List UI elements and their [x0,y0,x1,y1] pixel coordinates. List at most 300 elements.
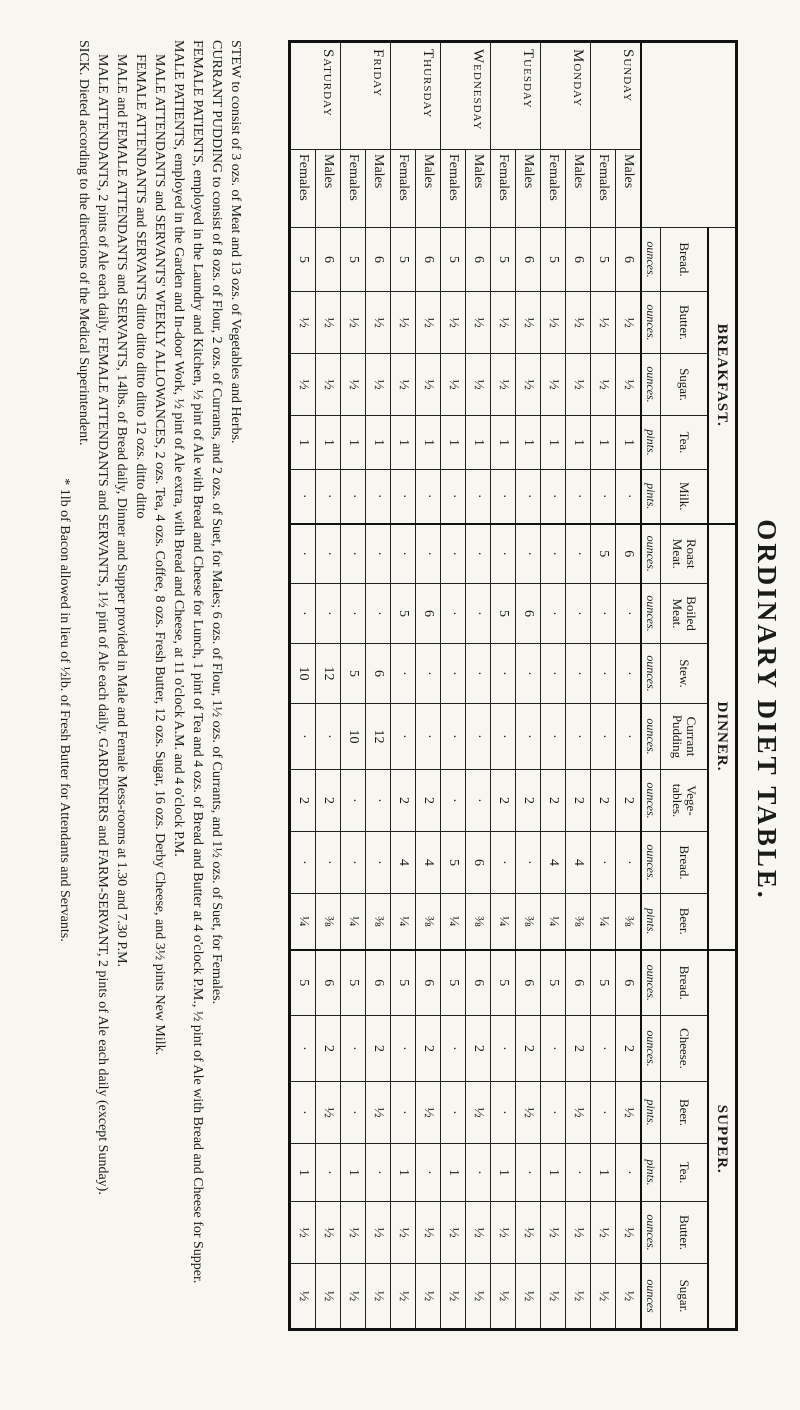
cell-value: ½ [366,292,391,354]
cell-value: · [541,584,566,644]
cell-value: 2 [516,1016,541,1082]
column-unit: pints. [641,894,661,950]
column-header: Bread. [661,832,709,894]
cell-value: · [416,644,441,704]
cell-value: 2 [566,770,591,832]
cell-value: · [516,524,541,584]
column-unit: ounces. [641,770,661,832]
table-row [616,42,642,1330]
cell-value: ½ [516,292,541,354]
page-title: ORDINARY DIET TABLE. [752,519,782,901]
cell-value: 1 [416,416,441,470]
sex-label: Females [391,150,416,228]
cell-value: · [341,1082,366,1144]
cell-value: ⅜ [616,894,642,950]
column-unit: ounces. [641,524,661,584]
cell-value: · [391,470,416,524]
cell-value: 4 [566,832,591,894]
note-line: MALE and FEMALE ATTENDANTS and SERVANTS, 14lbs. of Bread daily, Dinner and Supper provided in Male and Female Mess-rooms at 1.30 and 7.30 P.M. [114,54,129,968]
sex-label: Males [316,150,341,228]
table-row [441,42,466,1330]
note-line: * 1lb of Bacon allowed in lieu of ½lb. of Fresh Butter for Attendants and Servants. [57,478,72,942]
cell-value: ½ [491,292,516,354]
column-header: Bread. [661,950,709,1016]
group-breakfast: BREAKFAST. [708,228,737,524]
cell-value: · [441,1082,466,1144]
cell-value: ½ [391,292,416,354]
column-unit: pints. [641,416,661,470]
cell-value: 5 [391,584,416,644]
cell-value: ½ [541,292,566,354]
cell-value: 4 [541,832,566,894]
cell-value: 4 [391,832,416,894]
cell-value: · [541,1082,566,1144]
cell-value: ½ [466,354,491,416]
table-row [391,42,416,1330]
day-label: Thursday [416,42,441,150]
column-unit: pints. [641,1082,661,1144]
cell-value: · [416,1144,441,1202]
table-row [290,42,316,1330]
column-header: Currant Pudding [661,704,709,770]
cell-value: 5 [491,950,516,1016]
cell-value: · [391,704,416,770]
cell-value: 2 [466,1016,491,1082]
table-row [491,42,516,1330]
column-unit: ounces. [641,228,661,292]
cell-value: ½ [616,292,642,354]
cell-value: 6 [616,228,642,292]
cell-value: · [341,1016,366,1082]
table-row [516,42,541,1330]
cell-value: · [366,524,391,584]
cell-value: · [290,704,316,770]
cell-value: 5 [591,228,616,292]
cell-value: 6 [316,228,341,292]
cell-value: ½ [341,292,366,354]
notes [55,40,245,1380]
cell-value: 6 [466,832,491,894]
cell-value: · [466,644,491,704]
cell-value: · [616,644,642,704]
cell-value: · [441,524,466,584]
cell-value: · [441,770,466,832]
cell-value: · [466,584,491,644]
cell-value: · [366,770,391,832]
cell-value: ½ [591,354,616,416]
cell-value: ½ [541,354,566,416]
cell-value: 1 [441,416,466,470]
cell-value: · [416,470,441,524]
cell-value: 6 [516,950,541,1016]
cell-value: 5 [290,228,316,292]
cell-value: · [466,770,491,832]
cell-value: 12 [366,704,391,770]
cell-value: 5 [541,950,566,1016]
cell-value: 6 [316,950,341,1016]
sex-label: Females [541,150,566,228]
cell-value: ½ [541,1202,566,1264]
column-header: Beer. [661,1082,709,1144]
cell-value: · [566,1144,591,1202]
cell-value: · [566,584,591,644]
column-header: Cheese. [661,1016,709,1082]
note-line: CURRANT PUDDING to consist of 8 ozs. of Flour, 2 ozs. of Currants, and 2 ozs. of Suet, for Males; 6 ozs. of Flour, 1½ ozs. of Currants, and 1½ ozs. of Suet, for Females. [209,40,224,1005]
cell-value: · [591,832,616,894]
cell-value: ½ [341,1202,366,1264]
cell-value: 5 [591,950,616,1016]
corner-cell [641,42,737,228]
sex-label: Males [466,150,491,228]
note-line: FEMALE PATIENTS, employed in the Laundry and Kitchen, ½ pint of Ale with Bread and Cheese for Lunch, 1 pint of Tea and 4 ozs. of Bread and Butter at 4 o'clock P.M., ½ pint of Ale with Bread and Cheese for Supper. [190,40,205,1284]
table-row [341,42,366,1330]
sex-label: Males [616,150,642,228]
column-unit: ounces. [641,584,661,644]
cell-value: ½ [316,354,341,416]
cell-value: ½ [290,1202,316,1264]
cell-value: · [516,832,541,894]
cell-value: 6 [566,950,591,1016]
cell-value: · [541,1016,566,1082]
cell-value: · [616,470,642,524]
column-header: Vege-tables. [661,770,709,832]
column-header: Milk. [661,470,709,524]
cell-value: · [391,1082,416,1144]
cell-value: 2 [491,770,516,832]
column-unit: ounces. [641,292,661,354]
cell-value: 12 [316,644,341,704]
cell-value: ⅜ [466,894,491,950]
cell-value: · [516,1144,541,1202]
cell-value: · [366,470,391,524]
cell-value: · [591,584,616,644]
cell-value: 5 [491,228,516,292]
cell-value: · [541,704,566,770]
cell-value: ½ [516,1082,541,1144]
column-header: Tea. [661,1144,709,1202]
cell-value: ½ [466,1264,491,1330]
cell-value: ½ [391,1202,416,1264]
cell-value: · [290,1016,316,1082]
cell-value: · [290,470,316,524]
cell-value: · [290,832,316,894]
cell-value: 10 [290,644,316,704]
day-label: Friday [366,42,391,150]
cell-value: · [541,470,566,524]
cell-value: · [366,584,391,644]
cell-value: 2 [591,770,616,832]
cell-value: 1 [341,416,366,470]
cell-value: 2 [316,1016,341,1082]
cell-value: 5 [541,228,566,292]
cell-value: · [491,470,516,524]
column-header: Butter. [661,292,709,354]
cell-value: ½ [591,1202,616,1264]
cell-value: ½ [516,1202,541,1264]
diet-table [288,40,738,1331]
cell-value: 2 [366,1016,391,1082]
cell-value: 1 [316,416,341,470]
cell-value: · [491,1016,516,1082]
column-unit: ounces. [641,354,661,416]
day-label [591,42,616,150]
cell-value: 6 [516,584,541,644]
cell-value: 6 [566,228,591,292]
cell-value: ½ [591,292,616,354]
cell-value: ½ [516,354,541,416]
cell-value: · [341,832,366,894]
column-unit: ounces. [641,832,661,894]
column-header: Sugar. [661,1264,709,1330]
cell-value: 4 [416,832,441,894]
cell-value: 5 [341,950,366,1016]
cell-value: 2 [416,770,441,832]
cell-value: 1 [391,416,416,470]
cell-value: · [516,644,541,704]
cell-value: · [566,524,591,584]
cell-value: 6 [366,644,391,704]
cell-value: ½ [491,1264,516,1330]
cell-value: · [566,470,591,524]
cell-value: 1 [591,416,616,470]
day-label: Monday [566,42,591,150]
cell-value: 1 [541,1144,566,1202]
cell-value: · [366,1144,391,1202]
cell-value: ½ [416,1202,441,1264]
cell-value: ¼ [541,894,566,950]
cell-value: · [566,644,591,704]
cell-value: 2 [616,1016,642,1082]
cell-value: 1 [591,1144,616,1202]
cell-value: · [541,524,566,584]
column-header: Stew. [661,644,709,704]
cell-value: 5 [290,950,316,1016]
table-row [541,42,566,1330]
sex-label: Females [441,150,466,228]
cell-value: · [616,704,642,770]
cell-value: 2 [516,770,541,832]
cell-value: ½ [391,354,416,416]
cell-value: 2 [290,770,316,832]
cell-value: 1 [366,416,391,470]
cell-value: 5 [591,524,616,584]
cell-value: 5 [441,228,466,292]
column-header: Bread. [661,228,709,292]
cell-value: ½ [290,1264,316,1330]
cell-value: · [341,584,366,644]
cell-value: ½ [616,1264,642,1330]
cell-value: 6 [416,228,441,292]
cell-value: ½ [591,1264,616,1330]
cell-value: ½ [366,354,391,416]
column-header: Sugar. [661,354,709,416]
cell-value: 1 [466,416,491,470]
sex-label: Females [491,150,516,228]
column-unit: ounces. [641,704,661,770]
table-row [366,42,391,1330]
cell-value: 1 [341,1144,366,1202]
column-unit: pints. [641,1144,661,1202]
cell-value: ½ [416,354,441,416]
cell-value: · [290,524,316,584]
cell-value: 5 [391,950,416,1016]
cell-value: · [391,1016,416,1082]
cell-value: 10 [341,704,366,770]
cell-value: ½ [441,292,466,354]
cell-value: ½ [541,1264,566,1330]
column-header: Roast Meat. [661,524,709,584]
cell-value: ½ [566,1264,591,1330]
cell-value: ¼ [341,894,366,950]
cell-value: · [441,704,466,770]
cell-value: 2 [541,770,566,832]
sex-label: Females [591,150,616,228]
cell-value: · [441,470,466,524]
cell-value: 5 [441,950,466,1016]
cell-value: · [591,644,616,704]
cell-value: ½ [466,1202,491,1264]
day-label [290,42,316,150]
cell-value: · [316,832,341,894]
column-header: Butter. [661,1202,709,1264]
cell-value: · [416,704,441,770]
cell-value: 6 [616,524,642,584]
cell-value: 5 [341,644,366,704]
day-label [491,42,516,150]
cell-value: · [290,584,316,644]
cell-value: 1 [491,1144,516,1202]
cell-value: ½ [316,1082,341,1144]
day-label: Tuesday [516,42,541,150]
cell-value: 1 [616,416,642,470]
cell-value: ½ [616,1082,642,1144]
sex-label: Females [341,150,366,228]
table-row [416,42,441,1330]
cell-value: ½ [316,1202,341,1264]
cell-value: ¼ [290,894,316,950]
cell-value: ½ [366,1202,391,1264]
note-line: MALE ATTENDANTS, 2 pints of Ale each daily. FEMALE ATTENDANTS and SERVANTS, 1½ pint of Ale each daily. GARDENERS and FARM-SERVANT, 2 pints of Ale each daily (except Sunday). [95,54,110,1195]
cell-value: 2 [566,1016,591,1082]
column-unit: ounces. [641,644,661,704]
cell-value: · [316,470,341,524]
sex-label: Females [290,150,316,228]
cell-value: 6 [416,950,441,1016]
group-supper: SUPPER. [708,950,737,1330]
cell-value: ½ [316,292,341,354]
cell-value: ½ [366,1264,391,1330]
cell-value: ½ [441,1264,466,1330]
cell-value: 2 [391,770,416,832]
cell-value: · [616,832,642,894]
cell-value: ⅜ [316,894,341,950]
cell-value: · [441,584,466,644]
day-label [541,42,566,150]
cell-value: · [366,832,391,894]
cell-value: · [566,704,591,770]
table-row [316,42,341,1330]
cell-value: ½ [416,292,441,354]
cell-value: 1 [290,416,316,470]
cell-value: ⅜ [566,894,591,950]
cell-value: 6 [366,228,391,292]
cell-value: 5 [441,832,466,894]
cell-value: · [491,1082,516,1144]
table-row [591,42,616,1330]
cell-value: · [466,470,491,524]
cell-value: 6 [516,228,541,292]
cell-value: 5 [341,228,366,292]
column-header: Beer. [661,894,709,950]
cell-value: · [341,470,366,524]
cell-value: · [316,524,341,584]
cell-value: 6 [416,584,441,644]
day-label [441,42,466,150]
cell-value: · [391,524,416,584]
day-label: Saturday [316,42,341,150]
cell-value: · [591,704,616,770]
cell-value: ¼ [491,894,516,950]
cell-value: · [516,704,541,770]
cell-value: · [441,644,466,704]
group-dinner: DINNER. [708,524,737,950]
sex-label: Males [416,150,441,228]
cell-value: ½ [341,1264,366,1330]
cell-value: · [491,704,516,770]
column-unit: ounces. [641,950,661,1016]
day-label [341,42,366,150]
cell-value: ½ [366,1082,391,1144]
cell-value: · [591,1016,616,1082]
cell-value: 1 [541,416,566,470]
cell-value: ½ [391,1264,416,1330]
cell-value: · [316,1144,341,1202]
sex-label: Males [566,150,591,228]
cell-value: 6 [466,950,491,1016]
cell-value: 1 [290,1144,316,1202]
cell-value: ½ [466,1082,491,1144]
cell-value: ½ [341,354,366,416]
cell-value: · [616,1144,642,1202]
cell-value: ½ [616,354,642,416]
cell-value: · [491,524,516,584]
cell-value: · [491,832,516,894]
cell-value: ½ [491,354,516,416]
day-label: Wednesday [466,42,491,150]
column-unit: pints. [641,470,661,524]
cell-value: ¼ [591,894,616,950]
cell-value: ¼ [441,894,466,950]
cell-value: · [416,524,441,584]
cell-value: ½ [516,1264,541,1330]
cell-value: ½ [616,1202,642,1264]
cell-value: · [316,584,341,644]
cell-value: ½ [566,292,591,354]
cell-value: 1 [391,1144,416,1202]
cell-value: · [516,470,541,524]
cell-value: 6 [616,950,642,1016]
cell-value: ¼ [391,894,416,950]
table-row [566,42,591,1330]
note-line: SICK. Dieted according to the directions of the Medical Superintendent. [76,40,91,446]
cell-value: ½ [491,1202,516,1264]
cell-value: ½ [441,354,466,416]
column-header: Tea. [661,416,709,470]
note-line: MALE PATIENTS, employed in the Garden and In-door Work, ½ pint of Ale extra, with Bread and Cheese, at 11 o'clock A.M. and 4 o'clock P.M. [171,40,186,857]
column-unit: ounces. [641,1202,661,1264]
cell-value: · [541,644,566,704]
cell-value: ½ [416,1264,441,1330]
